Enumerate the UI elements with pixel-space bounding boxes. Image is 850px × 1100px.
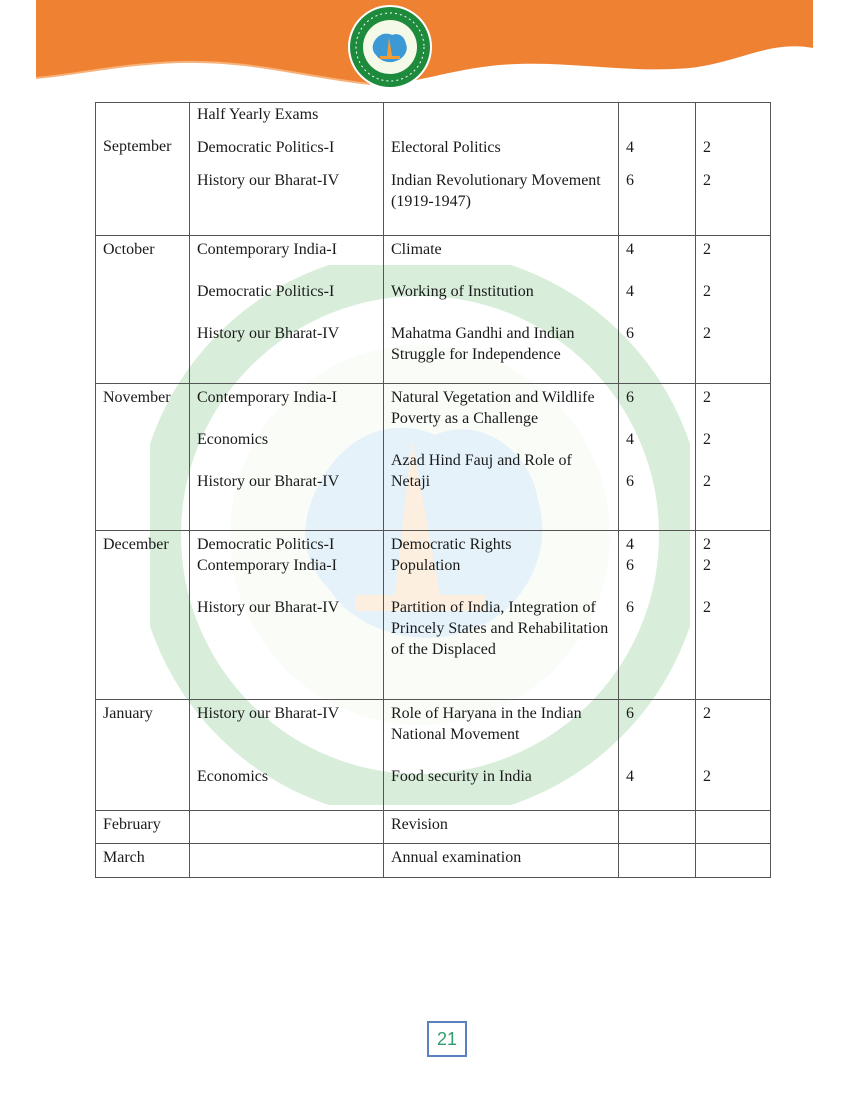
chapter-item: Partition of India, Integration of Princely States and Rehabilitation of the Displaced [391,599,609,658]
periods-cell [619,700,696,811]
periods-value: 6 [626,705,634,722]
tests-value: 2 [703,557,711,574]
subject-cell [190,531,384,700]
table-row-february [96,811,771,844]
tests-cell [696,531,771,700]
chapter-item: Revision [391,816,448,833]
subject-item: Democratic Politics-I [197,283,335,300]
subject-item: Economics [197,431,269,448]
chapter-item: Working of Institution [391,283,534,300]
subject-item: History our Bharat-IV [197,599,340,616]
periods-value: 4 [626,283,634,300]
subject-item: Democratic Politics-I [197,536,335,553]
subject-item: Contemporary India-I [197,557,337,574]
subject-item: History our Bharat-IV [197,172,340,189]
subject-cell [190,700,384,811]
tests-value: 2 [703,283,711,300]
tests-value: 2 [703,768,711,785]
tests-cell [696,103,771,236]
tests-value: 2 [703,431,711,448]
chapter-cell [384,236,619,384]
tests-value: 2 [703,172,711,189]
periods-value: 4 [626,241,634,258]
tests-cell [696,844,771,878]
chapter-item: Azad Hind Fauj and Role of Netaji [391,452,572,490]
tests-cell [696,384,771,531]
periods-value: 6 [626,599,634,616]
table-row-october [96,236,771,384]
subject-cell [190,103,384,236]
chapter-item: Food security in India [391,768,532,785]
tests-value: 2 [703,536,711,553]
chapter-item: Electoral Politics [391,139,501,156]
month-cell: September [96,103,190,236]
chapter-cell [384,811,619,844]
subject-item: History our Bharat-IV [197,325,340,342]
tests-value: 2 [703,139,711,156]
tests-value: 2 [703,389,711,406]
chapter-item: Poverty as a Challenge [391,410,539,427]
periods-value: 4 [626,768,634,785]
tests-value: 2 [703,325,711,342]
month-cell: February [96,811,190,844]
monthly-syllabus-table [95,102,771,878]
month-cell: January [96,700,190,811]
chapter-item: Mahatma Gandhi and Indian Struggle for Independence [391,325,575,363]
subject-item: History our Bharat-IV [197,473,340,490]
subject-cell [190,384,384,531]
chapter-item: Climate [391,241,442,258]
periods-value: 6 [626,172,634,189]
subject-cell [190,811,384,844]
subject-item: Contemporary India-I [197,389,337,406]
tests-cell [696,811,771,844]
table-row-december [96,531,771,700]
periods-value: 4 [626,536,634,553]
chapter-cell [384,531,619,700]
page-number: 21 [427,1021,467,1057]
subject-item: Economics [197,768,269,785]
periods-cell [619,103,696,236]
chapter-cell [384,844,619,878]
table-row-march [96,844,771,878]
chapter-cell [384,384,619,531]
subject-cell [190,236,384,384]
tests-value: 2 [703,473,711,490]
chapter-cell [384,700,619,811]
subject-cell [190,844,384,878]
chapter-item: Role of Haryana in the Indian National Movement [391,705,582,743]
subject-item: Democratic Politics-I [197,139,335,156]
tests-value: 2 [703,241,711,258]
chapter-cell [384,103,619,236]
chapter-item: Natural Vegetation and Wildlife [391,389,595,406]
table-row-november [96,384,771,531]
periods-value: 6 [626,557,634,574]
chapter-item: Annual examination [391,849,522,866]
table-row-september [96,103,771,236]
periods-cell [619,384,696,531]
board-emblem-logo [347,4,433,90]
periods-cell [619,811,696,844]
subject-item: History our Bharat-IV [197,705,340,722]
periods-cell [619,844,696,878]
chapter-item: Population [391,557,461,574]
month-cell: October [96,236,190,384]
periods-value: 6 [626,389,634,406]
tests-cell [696,700,771,811]
subject-item: Contemporary India-I [197,241,337,258]
periods-cell [619,531,696,700]
periods-value: 4 [626,139,634,156]
chapter-item: Indian Revolutionary Movement (1919-1947) [391,172,601,210]
periods-cell [619,236,696,384]
subject-item: Half Yearly Exams [197,106,319,123]
tests-value: 2 [703,705,711,722]
periods-value: 4 [626,431,634,448]
chapter-item: Democratic Rights [391,536,512,553]
tests-cell [696,236,771,384]
periods-value: 6 [626,473,634,490]
periods-value: 6 [626,325,634,342]
table-row-january [96,700,771,811]
month-cell: March [96,844,190,878]
tests-value: 2 [703,599,711,616]
month-cell: December [96,531,190,700]
month-cell: November [96,384,190,531]
